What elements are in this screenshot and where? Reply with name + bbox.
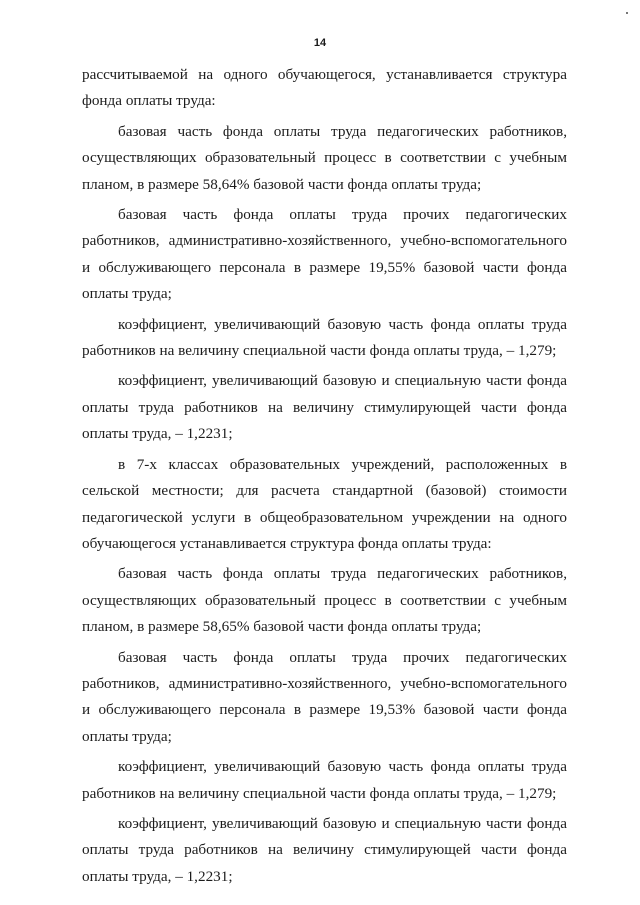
scan-speck	[626, 12, 628, 14]
paragraph-continuation: рассчитываемой на одного обучающегося, устанавливается структура фонда оплаты труда:	[82, 66, 567, 110]
page-number: 14	[313, 37, 327, 49]
paragraph: коэффициент, увеличивающий базовую и специальную части фонда оплаты труда работников на величину стимулирующей части фонда оплаты труда, – 1,2231;	[82, 372, 567, 443]
paragraph: коэффициент, увеличивающий базовую и специальную части фонда оплаты труда работников на величину стимулирующей части фонда оплаты труда, – 1,2231;	[82, 814, 567, 885]
paragraph: коэффициент, увеличивающий базовую часть фонда оплаты труда работников на величину специальной части фонда оплаты труда, – 1,279;	[82, 315, 567, 360]
paragraph: коэффициент, увеличивающий базовую часть фонда оплаты труда работников на величину специальной части фонда оплаты труда, – 1,279;	[82, 758, 567, 802]
paragraph: базовая часть фонда оплаты труда педагогических работников, осуществляющих образовательный процесс в соответствии с учебным планом, в размере 58,64% базовой части фонда оплаты труда;	[82, 122, 567, 193]
paragraph: базовая часть фонда оплаты труда прочих педагогических работников, административно-хозяйственного, учебно-вспомогательного и обслуживающего персонала в размере 19,53% базовой части фонда оплаты труда;	[82, 648, 567, 745]
document-body	[82, 62, 567, 894]
paragraph: базовая часть фонда оплаты труда прочих педагогических работников, административно-хозяйственного, учебно-вспомогательного и обслуживающего персонала в размере 19,55% базовой части фонда оплаты труда;	[82, 206, 567, 303]
paragraph: в 7-х классах образовательных учреждений, расположенных в сельской местности; для расчета стандартной (базовой) стоимости педагогической услуги в общеобразовательном учреждении на одного обучающегося устанавливается структура фонда оплаты труда:	[82, 455, 567, 552]
paragraph: базовая часть фонда оплаты труда педагогических работников, осуществляющих образовательный процесс в соответствии с учебным планом, в размере 58,65% базовой части фонда оплаты труда;	[82, 565, 567, 636]
